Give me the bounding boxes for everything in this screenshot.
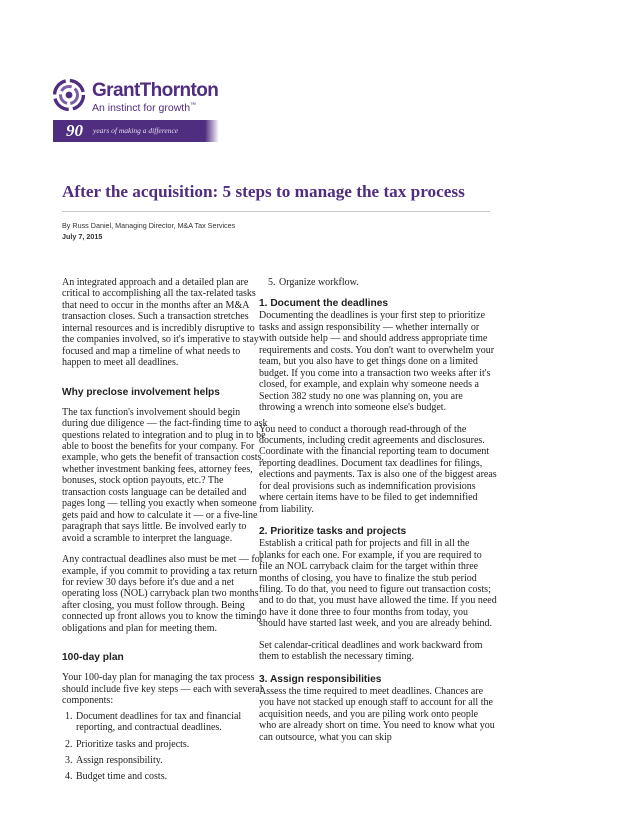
deadlines-paragraph-2: You need to conduct a thorough read-through of the documents, including credit agreements and disclosures. Coordinate with the financial reporting team to document reporting deadlines. Document tax deadlines for filings, elections and payments. Tax is also one of the biggest areas for deal provisions such as indemnification provisions where certain items have to be filed to get indemnified from liability.	[259, 423, 497, 515]
prioritize-paragraph-1: Establish a critical path for projects and fill in all the blanks for each one. For example, if you are required to file an NOL carryback claim for the target within three months of closing, you have to finalize the stub period filing. To do that, you need to figure out transaction costs; and to do that, you must have allowed the time. If you need to have it done three to four months from today, you should have started last week, and you are already behind.	[259, 538, 497, 630]
logo-swirl-icon	[52, 78, 86, 112]
trademark-symbol: ™	[190, 102, 197, 109]
plan-steps-list-continued	[259, 277, 497, 288]
article-byline: By Russ Daniel, Managing Director, M&A Tax Services	[62, 221, 236, 230]
deadlines-paragraph-1: Documenting the deadlines is your first step to prioritize tasks and assign responsibility — whether internally or with outside help — and should address appropriate time requirements and costs. You don't want to overwhelm your team, but you also have to get things done on a limited budget. If you come into a transaction two weeks after it's closed, for example, and explain why someone needs a Section 382 study no one was planning on, you are throwing a wrench into someone else's budget.	[259, 310, 495, 414]
anniversary-text: years of making a difference	[93, 126, 179, 135]
list-item: 2. Prioritize tasks and projects.	[65, 738, 190, 750]
plan-intro-paragraph: Your 100-day plan for managing the tax process should include five key steps — each with several components:	[62, 672, 263, 707]
list-item: 4. Budget time and costs.	[65, 771, 168, 783]
list-item: 1. Document deadlines for tax and financial reporting, and contractual deadlines.	[65, 710, 242, 734]
article-title: After the acquisition: 5 steps to manage the tax process	[62, 182, 465, 201]
intro-paragraph: An integrated approach and a detailed plan are critical to accomplishing all the tax-related tasks that need to occur in the months after an M&A transaction closes. Such a transaction stretches internal resources and is incredibly disruptive to the companies involved, so it's imperative to stay focused and map a timeline of what needs to happen to meet all deadlines.	[62, 277, 259, 369]
article-date: July 7, 2015	[62, 232, 103, 241]
heading-100-day-plan: 100-day plan	[62, 652, 124, 664]
preclose-paragraph-2: Any contractual deadlines also must be met — for example, if you commit to providing a tax return for review 30 days before it's due and a net operating loss (NOL) carryback plan two months after closing, you must follow through. Being connected up front allows you to know the timing obligations and plan for meeting them.	[62, 554, 264, 634]
list-item: 3. Assign responsibility.	[65, 754, 163, 766]
assign-paragraph-1: Assess the time required to meet deadlines. Chances are you have not stacked up enough staff to account for all the acquisition needs, and you are piling work onto people who are already short on time. You need to know what you can outsource, what you can skip	[259, 685, 495, 743]
heading-assign-responsibilities: 3. Assign responsibilities	[259, 673, 382, 685]
list-item: 5. Organize workflow.	[268, 277, 359, 288]
right-column	[259, 277, 497, 753]
prioritize-paragraph-2: Set calendar-critical deadlines and work backward from them to establish the necessary timing.	[259, 639, 483, 663]
grant-thornton-logo	[52, 78, 252, 118]
title-divider	[62, 211, 490, 212]
left-column	[62, 277, 268, 788]
anniversary-number: 90	[66, 121, 83, 140]
anniversary-banner	[53, 120, 205, 142]
brand-name: GrantThornton	[92, 80, 219, 101]
heading-preclose: Why preclose involvement helps	[62, 386, 220, 398]
heading-prioritize-tasks: 2. Prioritize tasks and projects	[259, 526, 407, 538]
plan-steps-list	[62, 711, 268, 783]
heading-document-deadlines: 1. Document the deadlines	[259, 298, 389, 310]
anniversary-banner-fade	[205, 120, 219, 142]
preclose-paragraph-1: The tax function's involvement should begin during due diligence — the fact-finding time to ask questions related to integration and to plug in to be able to boost the benefits for your company. For example, who gets the benefit of transaction costs, whether investment banking fees, attorney fees, bonuses, stock option payouts, etc.? The transaction costs language can be detailed and pages long — telling you exactly when someone gets paid and how to calculate it — or a five-line paragraph that says little. Be involved early to avoid a scramble to interpret the language.	[62, 406, 268, 544]
brand-tagline: An instinct for growth	[92, 102, 191, 114]
